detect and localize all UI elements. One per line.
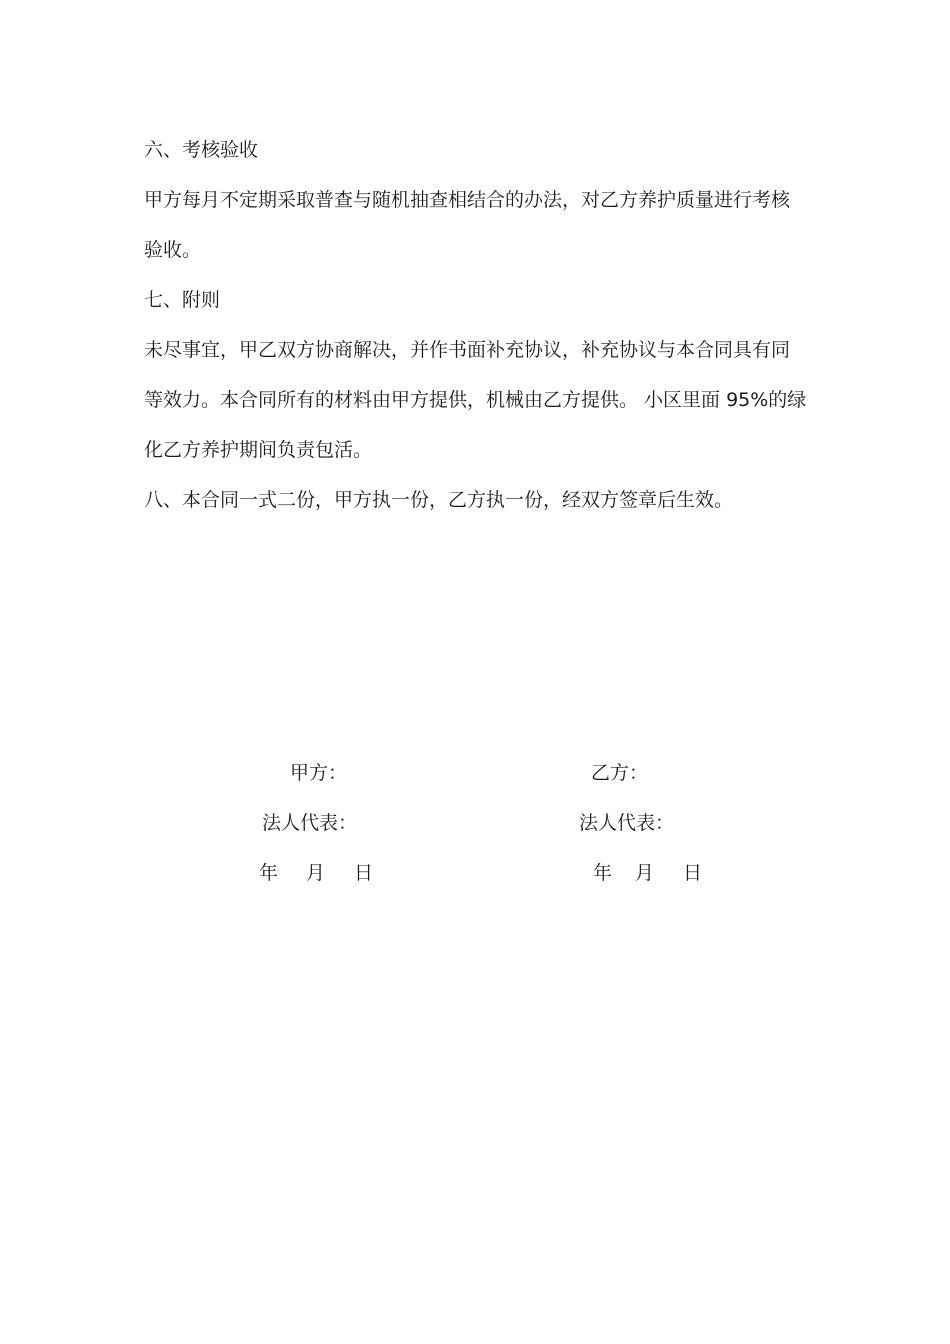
party-b-date-year: 年 <box>593 862 613 884</box>
section-heading-7: 七、附则 <box>144 289 221 311</box>
party-a-date-year: 年 <box>259 862 279 884</box>
party-a-date-day: 日 <box>354 862 374 884</box>
section-heading-6: 六、考核验收 <box>144 139 259 161</box>
party-a-rep-label: 法人代表： <box>262 812 358 834</box>
party-b-rep-label: 法人代表： <box>579 812 675 834</box>
party-b-date-day: 日 <box>683 862 703 884</box>
party-a-label: 甲方： <box>290 762 348 784</box>
paragraph-line: 化乙方养护期间负责包活。 <box>144 439 373 461</box>
party-a-date-month: 月 <box>306 862 326 884</box>
section-heading-8: 八、本合同一式二份，甲方执一份，乙方执一份，经双方签章后生效。 <box>144 489 734 511</box>
party-b-label: 乙方： <box>591 762 649 784</box>
paragraph-line: 未尽事宜，甲乙双方协商解决，并作书面补充协议，补充协议与本合同具有同 <box>144 339 791 361</box>
paragraph-line: 甲方每月不定期采取普查与随机抽查相结合的办法，对乙方养护质量进行考核 <box>144 189 791 211</box>
party-b-date-month: 月 <box>635 862 655 884</box>
paragraph-line: 验收。 <box>144 239 202 261</box>
paragraph-line: 等效力。本合同所有的材料由甲方提供，机械由乙方提供。 小区里面 95%的绿 <box>144 389 807 411</box>
